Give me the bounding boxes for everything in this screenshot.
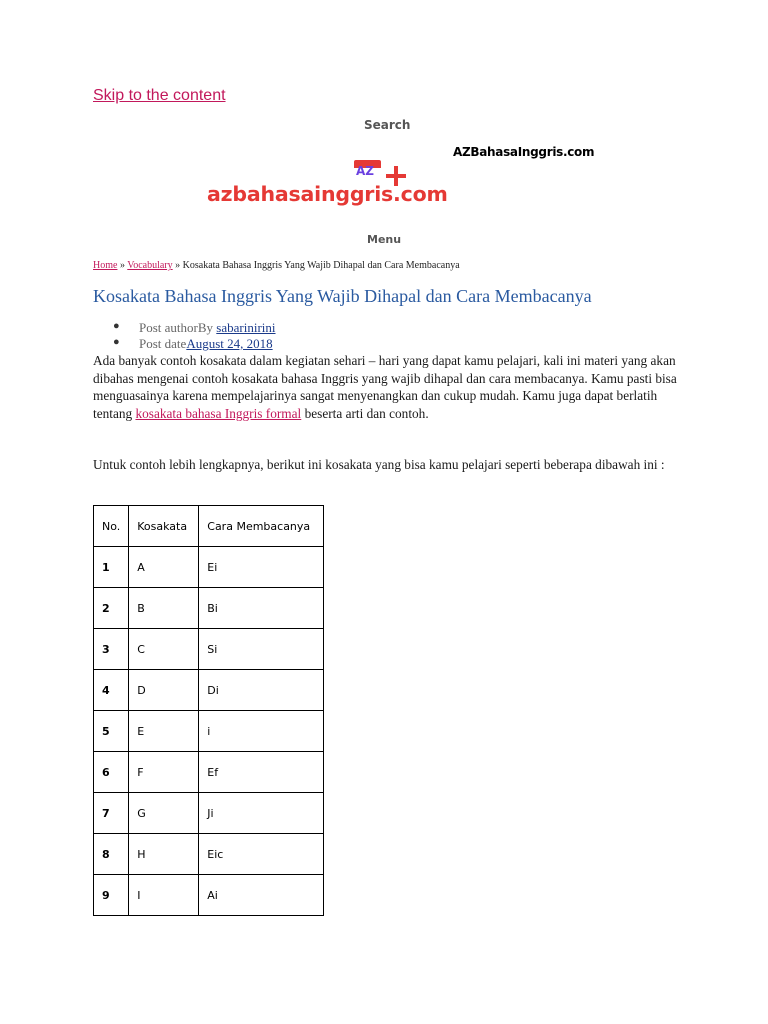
row-pronunciation: Si	[199, 629, 324, 670]
table-row	[94, 547, 324, 588]
row-pronunciation: Ei	[199, 547, 324, 588]
row-letter: F	[129, 752, 199, 793]
header-cara-membacanya: Cara Membacanya	[199, 506, 324, 547]
row-letter: G	[129, 793, 199, 834]
menu-button[interactable]: Menu	[367, 233, 402, 246]
author-label: Post authorBy	[139, 320, 217, 335]
table-row	[94, 629, 324, 670]
row-pronunciation: Bi	[199, 588, 324, 629]
date-link[interactable]: August 24, 2018	[186, 336, 273, 351]
post-meta	[93, 320, 276, 352]
table-row	[94, 588, 324, 629]
table-row	[94, 834, 324, 875]
row-number: 3	[94, 629, 129, 670]
row-pronunciation: Ai	[199, 875, 324, 916]
table-row	[94, 752, 324, 793]
logo-badge: AZ	[354, 160, 381, 180]
row-letter: I	[129, 875, 199, 916]
row-letter: E	[129, 711, 199, 752]
row-letter: H	[129, 834, 199, 875]
row-number: 9	[94, 875, 129, 916]
row-letter: B	[129, 588, 199, 629]
search-button[interactable]: Search	[364, 118, 411, 132]
row-number: 6	[94, 752, 129, 793]
logo-wordmark: azbahasainggris.com	[207, 182, 448, 206]
row-number: 4	[94, 670, 129, 711]
row-pronunciation: Ji	[199, 793, 324, 834]
bullet-icon: ●	[113, 336, 120, 348]
bullet-icon: ●	[113, 320, 120, 332]
breadcrumb	[93, 260, 460, 271]
table-row	[94, 793, 324, 834]
author-link[interactable]: sabarinirini	[216, 320, 276, 335]
intro-paragraph: Ada banyak contoh kosakata dalam kegiatan sehari – hari yang dapat kamu pelajari, kali ini materi yang akan dibahas mengenai contoh kosakata bahasa Inggris yang wajib dihapal dan cara membacanya. Kamu pasti bisa menguasainya karena mempelajarinya sangat menyenangkan dan cukup mudah. Kamu juga dapat berlatih tentang kosakata bahasa Inggris formal beserta arti dan contoh.	[93, 353, 677, 421]
table-row	[94, 711, 324, 752]
post-author	[93, 320, 276, 336]
vocabulary-table	[93, 505, 324, 916]
table-row	[94, 670, 324, 711]
row-pronunciation: Di	[199, 670, 324, 711]
row-letter: A	[129, 547, 199, 588]
row-letter: C	[129, 629, 199, 670]
row-pronunciation: Ef	[199, 752, 324, 793]
table-header-row	[94, 506, 324, 547]
row-pronunciation: i	[199, 711, 324, 752]
formal-vocab-link[interactable]: kosakata bahasa Inggris formal	[135, 405, 302, 421]
table-row	[94, 875, 324, 916]
breadcrumb-current: Kosakata Bahasa Inggris Yang Wajib Dihapal dan Cara Membacanya	[182, 260, 460, 271]
date-label: Post date	[139, 336, 187, 351]
row-number: 8	[94, 834, 129, 875]
site-logo[interactable]	[207, 158, 452, 210]
breadcrumb-home-link[interactable]: Home	[93, 260, 118, 271]
row-number: 1	[94, 547, 129, 588]
post-title: Kosakata Bahasa Inggris Yang Wajib Dihapal dan Cara Membacanya	[93, 286, 592, 306]
row-number: 5	[94, 711, 129, 752]
row-number: 7	[94, 793, 129, 834]
lead-in-paragraph: Untuk contoh lebih lengkapnya, berikut ini kosakata yang bisa kamu pelajari seperti beberapa dibawah ini :	[93, 457, 665, 472]
breadcrumb-category-link[interactable]: Vocabulary	[127, 260, 173, 271]
header-kosakata: Kosakata	[129, 506, 199, 547]
row-number: 2	[94, 588, 129, 629]
site-name[interactable]: AZBahasaInggris.com	[453, 145, 595, 159]
post-date	[93, 336, 276, 352]
breadcrumb-separator: »	[117, 260, 128, 271]
skip-to-content-link[interactable]: Skip to the content	[93, 87, 226, 104]
header-no: No.	[94, 506, 129, 547]
row-letter: D	[129, 670, 199, 711]
breadcrumb-separator: »	[172, 260, 183, 271]
row-pronunciation: Eic	[199, 834, 324, 875]
